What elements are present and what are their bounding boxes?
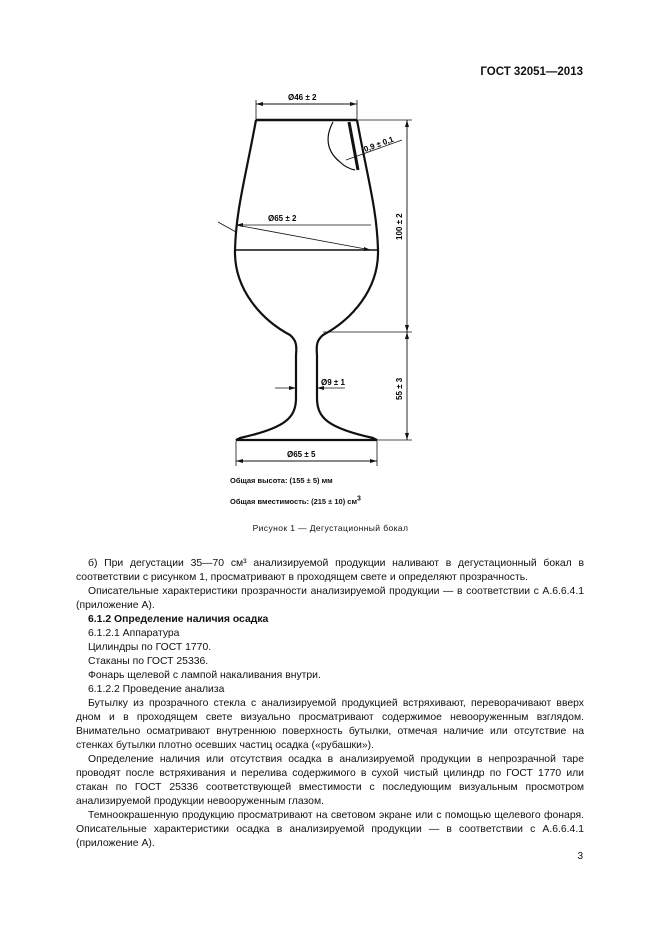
stem-height-label: 55 ± 3 (395, 377, 404, 400)
figure-caption: Рисунок 1 — Дегустационный бокал (252, 523, 409, 533)
paragraph: Бутылку из прозрачного стекла с анализируемой продукцией встряхивают, переворачивают вверх дном и в проходящем свете визуально просматривают содержимое невооруженным взглядом. Внимательно осматривают внутреннюю поверхность бутылки, отмечая наличие или отсутствие на стенках бутылки плотно осевших частиц осадка («рубашки»). (76, 698, 584, 751)
foot-diameter-label: Ø65 ± 5 (287, 450, 316, 459)
wall-thickness-label: 0,9 ± 0,1 (362, 134, 395, 154)
total-capacity-note: Общая вместимость: (215 ± 10) $см^3$ (230, 495, 361, 506)
section-heading: 6.1.2 Определение наличия осадка (88, 614, 269, 625)
bowl-height-label: 100 ± 2 (395, 213, 404, 240)
subsection-heading: 6.1.2.1 Аппаратура (88, 628, 180, 639)
paragraph: Определение наличия или отсутствия осадка в анализируемой продукции в непрозрачной таре проводят после встряхивания и перелива содержимого в сухой чистый цилиндр по ГОСТ 1770 или стакан по ГОСТ 25336 соответствующей вместимости с последующим визуальным просмотром анализируемой продукции невооруженным глазом. (76, 754, 584, 807)
paragraph: б) При дегустации 35—70 см³ анализируемой продукции наливают в дегустационный бокал в соответствии с рисунком 1, просматривают в проходящем свете и определяют прозрачность. (76, 558, 584, 583)
list-item: Стаканы по ГОСТ 25336. (88, 656, 209, 667)
paragraph: Описательные характеристики прозрачности анализируемой продукции — в соответствии с А.6.6.4.1 (приложение А). (76, 586, 584, 611)
stem-diameter-label: Ø9 ± 1 (321, 378, 345, 387)
list-item: Фонарь щелевой с лампой накаливания внутри. (88, 670, 321, 681)
total-height-note: Общая высота: (155 ± 5) мм (230, 476, 333, 485)
document-header: ГОСТ 32051—2013 (480, 66, 583, 78)
paragraph: Темноокрашенную продукцию просматривают на световом экране или с помощью щелевого фонаря. Описательные характеристики осадка в анализируемой продукции — в соответствии с А.6.6.4.1 (приложение А). (76, 810, 584, 849)
rim-diameter-label: Ø46 ± 2 (288, 93, 317, 102)
page-number: 3 (577, 851, 583, 862)
list-item: Цилиндры по ГОСТ 1770. (88, 642, 212, 653)
body-text (76, 557, 584, 851)
bowl-diameter-label: Ø65 ± 2 (268, 214, 297, 223)
subsection-heading: 6.1.2.2 Проведение анализа (88, 684, 225, 695)
